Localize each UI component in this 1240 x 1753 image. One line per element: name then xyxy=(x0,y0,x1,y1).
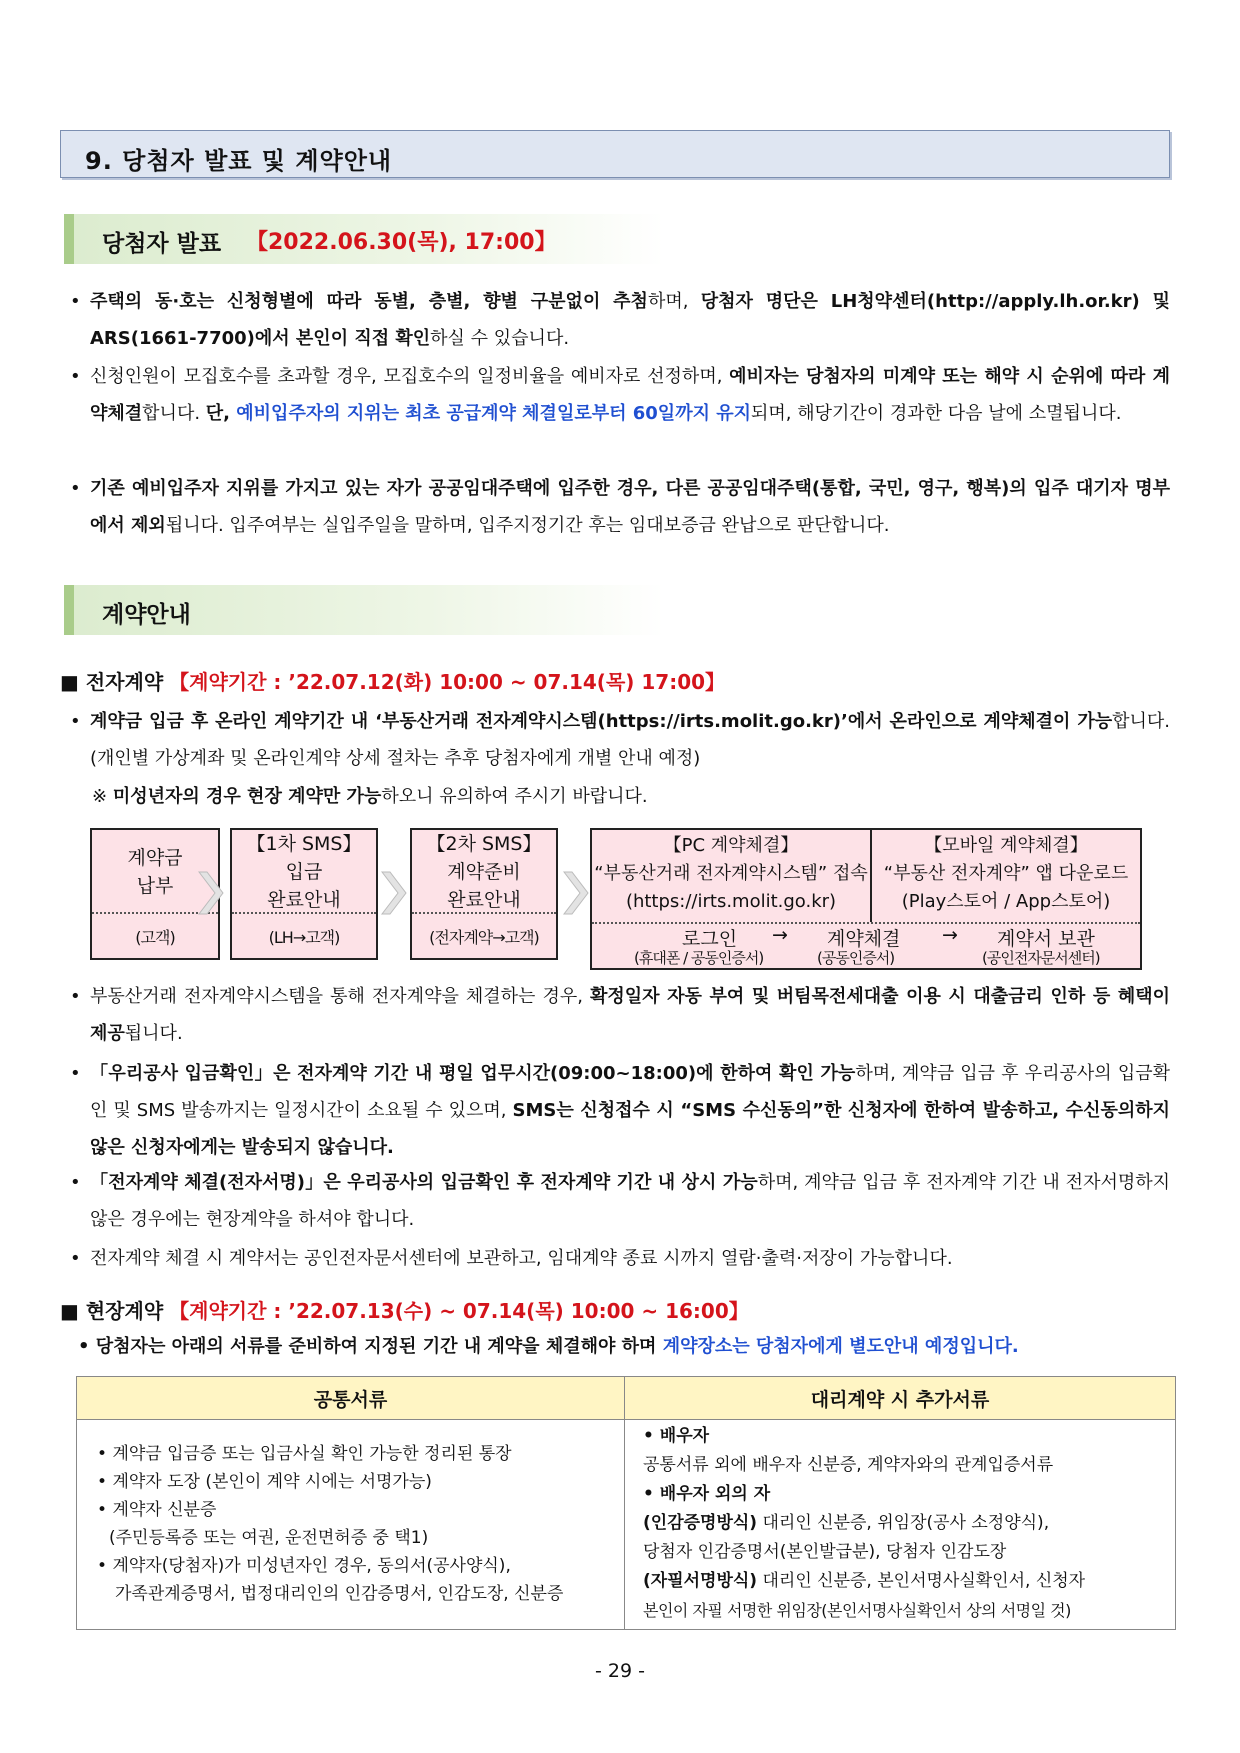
announce-bullet-3: • 기존 예비입주자 지위를 가지고 있는 자가 공공임대주택에 입주한 경우, 다른 공공임대주택(통합, 국민, 영구, 행복)의 입주 대기자 명부에서 제외됩니다. 입주여부는 실입주일을 말하며, 입주지정기간 후는 임대보증금 완납으로 판단합니다. xyxy=(70,478,1170,536)
announce-bullet-1: • 주택의 동·호는 신청형별에 따라 동별, 층별, 향별 구분없이 추첨하며, 당첨자 명단은 LH청약센터(http://apply.lh.or.kr) 및 ARS(1661-7700)에서 본인이 직접 확인하실 수 있습니다. xyxy=(70,291,1170,349)
chevron-right-icon xyxy=(560,870,590,916)
common-doc-item: • 계약자 신분증 xyxy=(97,1500,217,1520)
e-sign-bullet: • 「전자계약 체결(전자서명)」은 우리공사의 입금확인 후 전자계약 기간 내 상시 가능하며, 계약금 입금 후 전자계약 기간 내 전자서명하지 않은 경우에는 현장계약을 하셔야 합니다. xyxy=(70,1172,1171,1230)
contract-header xyxy=(64,585,664,635)
proxy-docs-cell: • 배우자 공통서류 외에 배우자 신분증, 계약자와의 관계입증서류 • 배우자 외의 자 (인감증명방식) 대리인 신분증, 위임장(공사 소정양식), 당첨자 인감증명서(본인발급분), 당첨자 인감도장 (자필서명방식) 대리인 신분증, 본인서명사실확인서, 신청자 본인이 자필 서명한 위임장(본인서명사실확인서 상의 서명일 것) xyxy=(625,1420,1176,1630)
section-title: 9. 당첨자 발표 및 계약안내 xyxy=(85,147,393,175)
documents-table xyxy=(76,1376,1176,1630)
flow-step-sms2: 【2차 SMS】 계약준비 완료안내 (전자계약→고객) xyxy=(410,828,558,960)
onsite-bullet: • 당첨자는 아래의 서류를 준비하여 지정된 기간 내 계약을 체결해야 하며 계약장소는 당첨자에게 별도안내 예정입니다. xyxy=(78,1336,1019,1357)
electronic-benefit-bullet: • 부동산거래 전자계약시스템을 통해 전자계약을 체결하는 경우, 확정일자 자동 부여 및 버팀목전세대출 이용 시 대출금리 인하 등 혜택이 제공됩니다. xyxy=(70,986,1171,1044)
page-number: - 29 - xyxy=(595,1660,645,1682)
deposit-confirm-bullet: • 「우리공사 입금확인」은 전자계약 기간 내 평일 업무시간(09:00~18:00)에 한하여 확인 가능하며, 계약금 입금 후 우리공사의 입금확인 및 SMS 발송까지는 일정시간이 소요될 수 있으며, SMS는 신청접수 시 “SMS 수신동의”한 신청자에 한하여 발송하고, 수신동의하지 않은 신청자에게는 발송되지 않습니다. xyxy=(70,1063,1171,1158)
common-doc-item: • 계약금 입금증 또는 입금사실 확인 가능한 정리된 통장 xyxy=(97,1444,512,1464)
common-doc-item: • 계약자 도장 (본인이 계약 시에는 서명가능) xyxy=(97,1472,432,1492)
announce-date: 【2022.06.30(목), 17:00】 xyxy=(246,230,557,255)
contract-title: 계약안내 xyxy=(102,602,191,628)
announce-bullet-2: • 신청인원이 모집호수를 초과할 경우, 모집호수의 일정비율을 예비자로 선정하며, 예비자는 당첨자의 미계약 또는 해약 시 순위에 따라 계약체결합니다. 단, 예비입주자의 지위는 최초 공급계약 체결일로부터 60일까지 유지되며, 해당기간이 경과한 다음 날에 소멸됩니다. xyxy=(70,366,1170,424)
electronic-bullet: • 계약금 입금 후 온라인 계약기간 내 ‘부동산거래 전자계약시스템(https://irts.molit.go.kr)’에서 온라인으로 계약체결이 가능합니다. (개인별 가상계좌 및 온라인계약 상세 절차는 추후 당첨자에게 개별 안내 예정) xyxy=(70,711,1170,769)
minor-note: ※ 미성년자의 경우 현장 계약만 가능하오니 유의하여 주시기 바랍니다. xyxy=(92,786,648,807)
section-title-bar xyxy=(60,130,1170,178)
common-docs-cell xyxy=(77,1420,625,1630)
common-doc-item: • 계약자(당첨자)가 미성년자인 경우, 동의서(공사양식), xyxy=(97,1556,511,1576)
flow-step-sign xyxy=(590,828,1142,970)
announce-title: 당첨자 발표 xyxy=(102,231,222,257)
storage-bullet: • 전자계약 체결 시 계약서는 공인전자문서센터에 보관하고, 임대계약 종료 시까지 열람·출력·저장이 가능합니다. xyxy=(70,1248,953,1269)
flow-step-payment: 계약금 납부 (고객) xyxy=(90,828,220,960)
common-doc-item: (주민등록증 또는 여권, 운전면허증 중 택1) xyxy=(109,1528,429,1548)
sign-steps: 로그인 → 계약체결 → 계약서 보관 (휴대폰 / 공동인증서) (공동인증서) (공인전자문서센터) xyxy=(592,922,1140,970)
chevron-right-icon xyxy=(378,870,408,916)
onsite-heading: ■ 현장계약 【계약기간 : ’22.07.13(수) ~ 07.14(목) 10:00 ~ 16:00】 xyxy=(60,1299,749,1323)
col-proxy-docs: 대리계약 시 추가서류 xyxy=(625,1377,1176,1420)
chevron-right-icon xyxy=(195,870,225,916)
pc-contract: 【PC 계약체결】 “부동산거래 전자계약시스템” 접속 (https://irts.molit.go.kr) xyxy=(592,830,872,922)
announce-header xyxy=(64,214,664,264)
mobile-contract: 【모바일 계약체결】 “부동산 전자계약” 앱 다운로드 (Play스토어 / App스토어) xyxy=(883,835,1129,912)
flow-step-sms1: 【1차 SMS】 입금 완료안내 (LH→고객) xyxy=(230,828,378,960)
electronic-heading: ■ 전자계약 【계약기간 : ’22.07.12(화) 10:00 ~ 07.14(목) 17:00】 xyxy=(60,670,726,694)
col-common-docs: 공통서류 xyxy=(77,1377,625,1420)
common-doc-item: 가족관계증명서, 법정대리인의 인감증명서, 인감도장, 신분증 xyxy=(115,1584,564,1604)
